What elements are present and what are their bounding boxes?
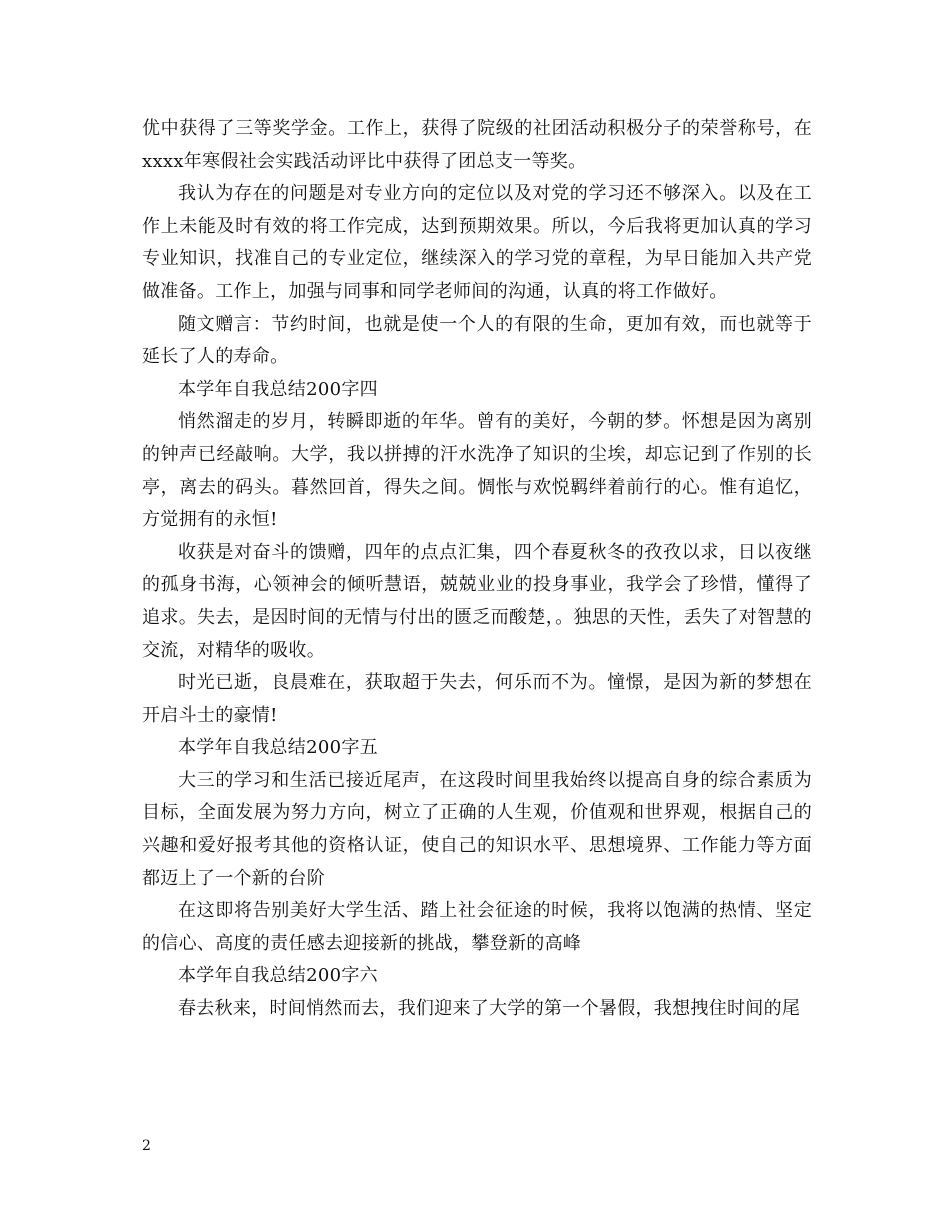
paragraph-time-passed: 时光已逝，良晨难在，获取超于失去，何乐而不为。憧憬，是因为新的梦想在开启斗士的豪情!: [142, 672, 812, 726]
paragraph-summer-vacation: 春去秋来，时间悄然而去，我们迎来了大学的第一个暑假，我想拽住时间的尾: [178, 998, 801, 1020]
paragraph-harvest: 收获是对奋斗的馈赠，四年的点点汇集，四个春夏秋冬的孜孜以求，日以夜继的孤身书海，心领神会的倾听慧语，兢兢业业的投身事业，我学会了珍惜，懂得了追求。失去，是因时间的无情与付出的匮乏而酸楚，。独思的天性，丢失了对智慧的交流，对精华的吸收。: [142, 541, 812, 661]
page-number: 2: [142, 1138, 151, 1154]
paragraph-motto: 随文赠言：节约时间，也就是使一个人的有限的生命，更加有效，而也就等于延长了人的寿命。: [142, 313, 812, 368]
paragraph-farewell: 在这即将告别美好大学生活、踏上社会征途的时候，我将以饱满的热情、坚定的信心、高度的责任感去迎接新的挑战，攀登新的高峰: [142, 900, 812, 954]
paragraph-continuation: 优中获得了三等奖学金。工作上，获得了院级的社团活动积极分子的荣誉称号，在xxxx年寒假社会实践活动评比中获得了团总支一等奖。: [142, 118, 812, 172]
section-heading-5: 本学年自我总结200字五: [178, 737, 378, 759]
section-heading-4: 本学年自我总结200字四: [178, 378, 378, 400]
paragraph-years-passed: 悄然溜走的岁月，转瞬即逝的年华。曾有的美好，今朝的梦。怀想是因为离别的钟声已经敲响。大学，我以拼搏的汗水洗净了知识的尘埃，却忘记到了作别的长亭，离去的码头。暮然回首，得失之间。惆怅与欢悦羁绊着前行的心。惟有追忆，方觉拥有的永恒!: [142, 411, 812, 531]
section-heading-6: 本学年自我总结200字六: [178, 965, 378, 987]
paragraph-problems: 我认为存在的问题是对专业方向的定位以及对党的学习还不够深入。以及在工作上未能及时有效的将工作完成，达到预期效果。所以，今后我将更加认真的学习专业知识，找准自己的专业定位，继续深入的学习党的章程，为早日能加入共产党做准备。工作上，加强与同事和同学老师间的沟通，认真的将工作做好。: [142, 183, 812, 302]
paragraph-junior-year: 大三的学习和生活已接近尾声，在这段时间里我始终以提高自身的综合素质为目标，全面发展为努力方向，树立了正确的人生观，价值观和世界观，根据自己的兴趣和爱好报考其他的资格认证，使自己的知识水平、思想境界、工作能力等方面都迈上了一个新的台阶: [142, 769, 812, 889]
document-body: [142, 113, 812, 1026]
